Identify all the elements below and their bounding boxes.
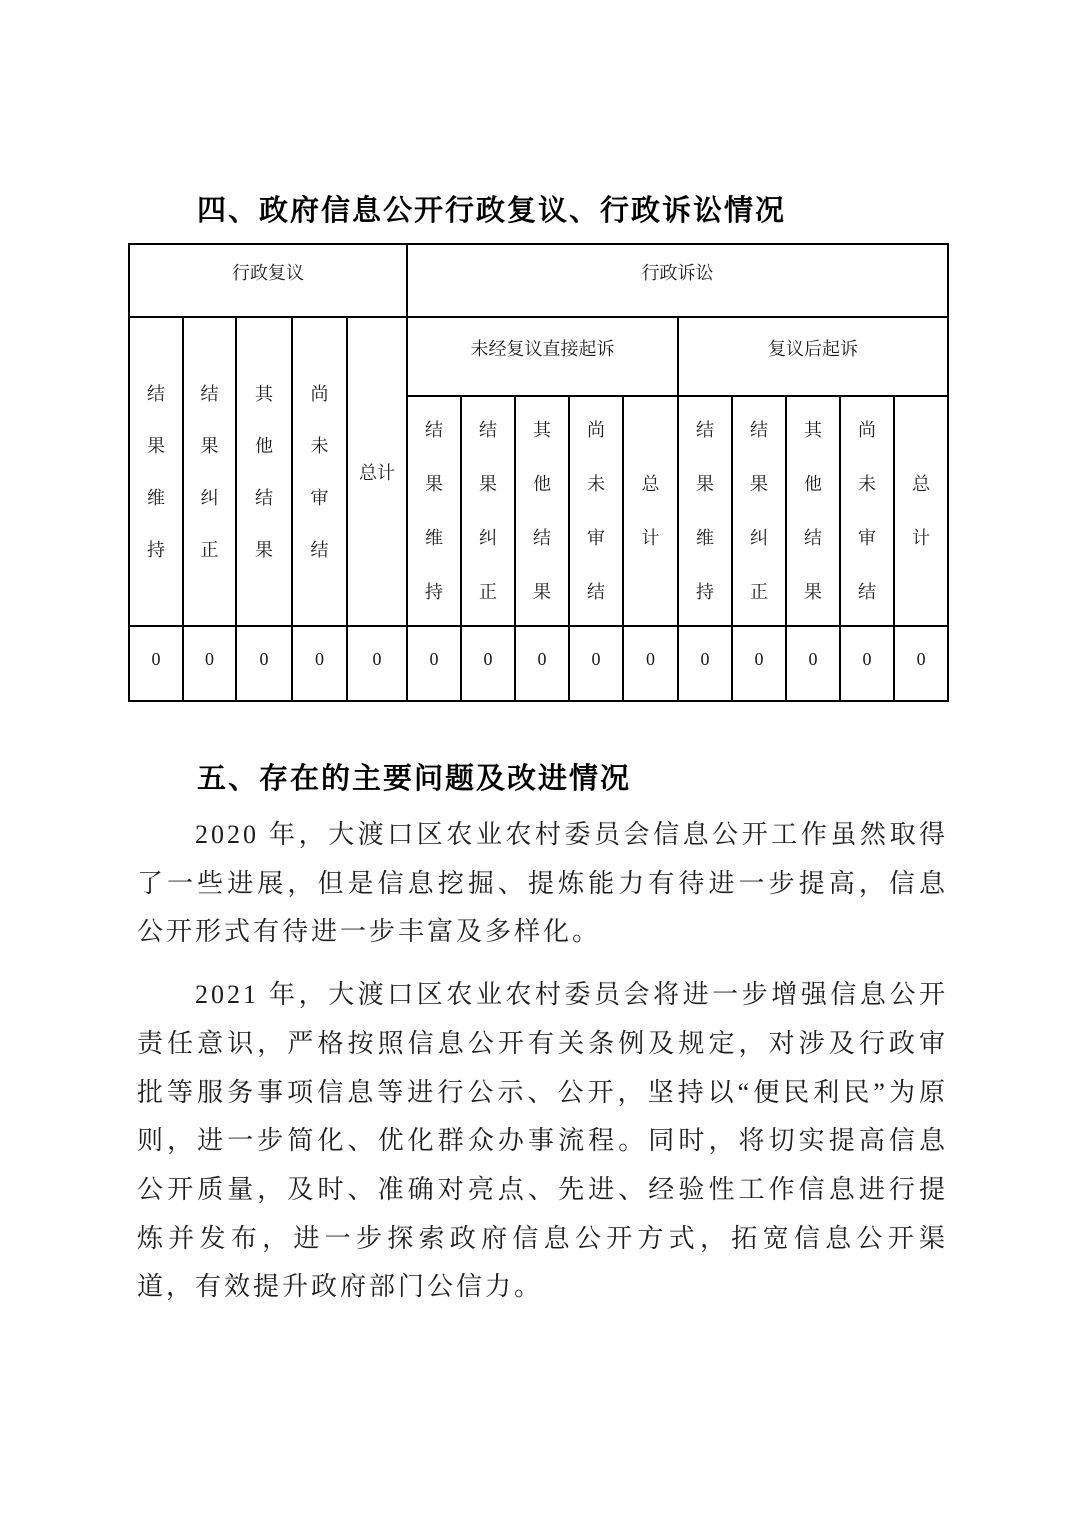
vertical-label: 其他结果: [804, 420, 823, 602]
value-cell: 0: [623, 626, 678, 701]
value-cell: 0: [515, 626, 569, 701]
subgroup-header-direct-suit: 未经复议直接起诉: [407, 317, 678, 396]
vertical-label: 总计: [912, 474, 931, 548]
col-header-direct-result-corrected: [461, 396, 515, 626]
table-subgroup-header-row: [129, 317, 948, 396]
value-cell: 0: [732, 626, 786, 701]
vertical-label: 结果维持: [696, 420, 715, 602]
col-header-direct-total: [623, 396, 678, 626]
vertical-label: 尚未审结: [587, 420, 606, 602]
section5-body: [137, 811, 948, 1326]
col-header-after-other-result: [786, 396, 840, 626]
value-cell: 0: [569, 626, 623, 701]
value-cell: 0: [678, 626, 732, 701]
paragraph-2020: 2020 年，大渡口区农业农村委员会信息公开工作虽然取得了一些进展，但是信息挖掘、提炼能力有待进一步提高，信息公开形式有待进一步丰富及多样化。: [137, 820, 948, 947]
admin-review-litigation-table: [128, 243, 949, 702]
group-header-admin-litigation: 行政诉讼: [407, 244, 948, 317]
vertical-label: 结果维持: [147, 383, 165, 560]
col-header-after-result-upheld: [678, 396, 732, 626]
col-header-after-pending: [840, 396, 894, 626]
group-header-admin-review: 行政复议: [129, 244, 407, 317]
vertical-label: 结果纠正: [200, 383, 219, 560]
col-header-review-pending: [292, 317, 347, 626]
vertical-label: 总计: [641, 474, 660, 548]
vertical-label: 其他结果: [255, 383, 273, 560]
col-header-direct-pending: [569, 396, 623, 626]
value-cell: 0: [840, 626, 894, 701]
vertical-label: 结果维持: [425, 420, 444, 602]
col-header-review-total: [347, 317, 407, 626]
value-cell: 0: [347, 626, 407, 701]
value-cell: 0: [786, 626, 840, 701]
value-cell: 0: [183, 626, 236, 701]
vertical-label: 其他结果: [533, 420, 552, 602]
value-cell: 0: [894, 626, 948, 701]
col-header-review-result-upheld: [129, 317, 183, 626]
value-cell: 0: [461, 626, 515, 701]
value-cell: 0: [129, 626, 183, 701]
value-cell: 0: [292, 626, 347, 701]
col-header-review-other-result: [236, 317, 292, 626]
section5-heading: 五、存在的主要问题及改进情况: [197, 763, 632, 795]
col-header-direct-result-upheld: [407, 396, 461, 626]
section4-heading: 四、政府信息公开行政复议、行政诉讼情况: [197, 195, 787, 227]
col-header-review-result-corrected: [183, 317, 236, 626]
vertical-label: 尚未审结: [310, 383, 329, 560]
horizontal-label: 总计: [359, 462, 395, 483]
vertical-label: 尚未审结: [858, 420, 877, 602]
col-header-direct-other-result: [515, 396, 569, 626]
vertical-label: 结果纠正: [479, 420, 498, 602]
col-header-after-total: [894, 396, 948, 626]
table-values-row: [129, 626, 948, 701]
paragraph-2021: 2021 年，大渡口区农业农村委员会将进一步增强信息公开责任意识，严格按照信息公开有关条例及规定，对涉及行政审批等服务事项信息等进行公示、公开，坚持以“便民利民”为原则，进一步简化、优化群众办事流程。同时，将切实提高信息公开质量，及时、准确对亮点、先进、经验性工作信息进行提炼并发布，进一步探索政府信息公开方式，拓宽信息公开渠道，有效提升政府部门公信力。: [137, 980, 948, 1302]
value-cell: 0: [236, 626, 292, 701]
table-group-header-row: [129, 244, 948, 317]
vertical-label: 结果纠正: [750, 420, 769, 602]
subgroup-header-suit-after-review: 复议后起诉: [678, 317, 948, 396]
col-header-after-result-corrected: [732, 396, 786, 626]
value-cell: 0: [407, 626, 461, 701]
